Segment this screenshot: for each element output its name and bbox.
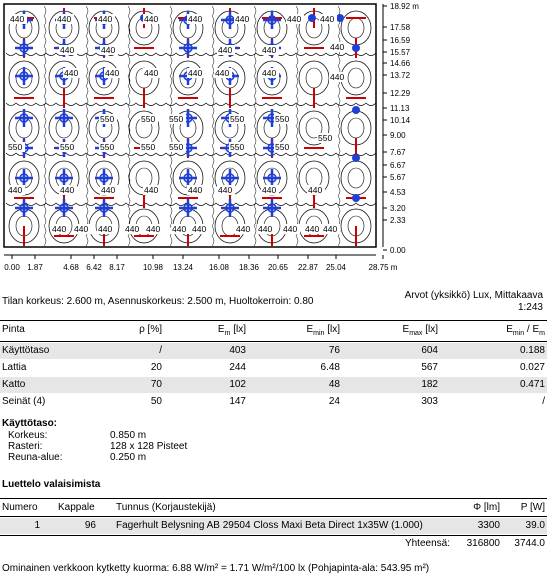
contour-label: 440: [10, 14, 25, 24]
table-cell: 0.027: [519, 362, 545, 373]
contour-label: 440: [287, 14, 302, 24]
table-row: [0, 377, 547, 393]
contour-label: 440: [236, 224, 251, 234]
total-power: 3744.0: [514, 538, 545, 549]
heights-line: Tilan korkeus: 2.600 m, Asennuskorkeus: 2.500 m, Huoltokerroin: 0.80: [2, 296, 314, 307]
contour-label: 440: [320, 14, 335, 24]
x-tick-label: 22.87: [297, 263, 319, 272]
contour-label: 440: [262, 45, 277, 55]
lum-col-flux: Φ [lm]: [473, 502, 500, 513]
y-tick-label: 15.57: [390, 48, 411, 57]
y-tick-label: 18.92 m: [390, 2, 419, 11]
table-cell: 0.471: [519, 379, 545, 390]
table-cell: 1: [34, 520, 40, 531]
table-cell: 0.188: [519, 345, 545, 356]
illuminance-plan: [0, 0, 547, 275]
y-tick-label: 13.72: [390, 71, 411, 80]
table-cell: Seinät (4): [2, 396, 46, 407]
workplane-value: 0.850 m: [110, 430, 147, 441]
contour-label: 440: [188, 185, 203, 195]
contour-label: 440: [125, 224, 140, 234]
contour-label: 550: [60, 142, 75, 152]
y-tick-label: 10.14: [390, 116, 411, 125]
table-cell: 3300: [477, 520, 500, 531]
y-axis-ticks: [383, 6, 387, 250]
contour-label: 550: [141, 142, 156, 152]
x-tick-label: 1.87: [27, 263, 43, 272]
x-tick-label: 16.08: [208, 263, 230, 272]
contour-label: 440: [74, 224, 89, 234]
y-tick-label: 0.00: [390, 246, 406, 255]
contour-label: 440: [101, 45, 116, 55]
lum-col-kappale: Kappale: [58, 502, 95, 513]
contour-label: 440: [188, 68, 203, 78]
contour-label: 440: [60, 185, 75, 195]
table-cell: 182: [421, 379, 438, 390]
workplane-value: 128 x 128 Pisteet: [110, 441, 188, 452]
y-tick-label: 14.66: [390, 59, 411, 68]
table-cell: /: [159, 345, 162, 356]
x-tick-label: 13.24: [172, 263, 194, 272]
col-header-em: $E_m$ [lx]: [217, 324, 246, 337]
x-tick-label: 20.65: [267, 263, 289, 272]
y-tick-label: 16.59: [390, 36, 411, 45]
table-cell: 147: [229, 396, 246, 407]
isolux-line: [6, 153, 376, 156]
contour-label: 440: [330, 42, 345, 52]
x-tick-label: 8.17: [109, 263, 125, 272]
table-top-rule: [0, 320, 547, 321]
contour-label: 550: [100, 142, 115, 152]
table-cell: 244: [229, 362, 246, 373]
table-cell: 96: [84, 520, 96, 531]
contour-label: 550: [230, 142, 245, 152]
workplane-label: Korkeus:: [8, 430, 48, 441]
contour-label: 440: [218, 185, 233, 195]
isolux-ring: [348, 68, 364, 88]
isolux-ring: [306, 68, 322, 88]
contour-label: 550: [169, 114, 184, 124]
total-label: Yhteensä:: [404, 538, 450, 549]
y-tick-label: 2.33: [390, 216, 406, 225]
contour-label: 550: [318, 133, 333, 143]
contour-label: 440: [52, 224, 67, 234]
y-tick-label: 9.00: [390, 131, 406, 140]
contour-label: 440: [146, 224, 161, 234]
contour-label: 440: [330, 72, 345, 82]
table-cell: 76: [328, 345, 340, 356]
contour-label: 440: [188, 14, 203, 24]
col-header-pinta: Pinta: [2, 324, 25, 335]
lum-col-numero: Numero: [2, 502, 38, 513]
contour-label: 440: [8, 185, 23, 195]
table-cell: 48: [328, 379, 340, 390]
contour-label: 440: [172, 224, 187, 234]
x-tick-label: 25.04: [325, 263, 347, 272]
table-cell: 102: [229, 379, 246, 390]
col-header-emax: $E_{max}$ [lx]: [402, 324, 438, 337]
y-tick-label: 7.67: [390, 148, 406, 157]
contour-label: 440: [218, 45, 233, 55]
aim-dot: [352, 154, 360, 162]
x-axis-ticks: [12, 255, 383, 259]
isolux-line: [44, 6, 46, 246]
isolux-line: [86, 6, 88, 246]
x-tick-label: 6.42: [86, 263, 102, 272]
luminaires-title: Luettelo valaisimista: [2, 479, 101, 490]
contour-label: 440: [262, 185, 277, 195]
contour-label: 550: [141, 114, 156, 124]
table-cell: 6.48: [320, 362, 340, 373]
lum-col-tunnus: Tunnus (Korjaustekijä): [116, 502, 216, 513]
contour-label: 440: [323, 224, 338, 234]
isolux-ring: [348, 18, 364, 38]
scale-value: 1:243: [517, 302, 543, 313]
table-header-rule: [0, 341, 547, 342]
contour-label: 440: [305, 224, 320, 234]
table-cell: Käyttötaso: [2, 345, 50, 356]
contour-label: 440: [98, 224, 113, 234]
table-cell: 24: [328, 396, 340, 407]
x-tick-label: 10.98: [142, 263, 164, 272]
isolux-line: [254, 6, 256, 246]
isolux-line: [212, 6, 214, 246]
x-tick-label: 28.75 m: [368, 263, 398, 272]
workplane-label: Reuna-alue:: [8, 452, 63, 463]
contour-label: 440: [144, 68, 159, 78]
table-cell: Katto: [2, 379, 26, 390]
x-tick-label: 4.68: [63, 263, 79, 272]
aim-dot: [352, 106, 360, 114]
contour-label: 440: [57, 14, 72, 24]
table-cell: Lattia: [2, 362, 27, 373]
contour-label: 550: [8, 142, 23, 152]
table-cell: 604: [421, 345, 438, 356]
y-tick-label: 4.53: [390, 188, 406, 197]
y-tick-label: 17.58: [390, 23, 411, 32]
total-flux: 316800: [466, 538, 500, 549]
contour-label: 440: [192, 224, 207, 234]
y-tick-label: 6.67: [390, 161, 406, 170]
contour-label: 440: [144, 185, 159, 195]
isolux-ring: [348, 118, 364, 138]
contour-label: 440: [105, 68, 120, 78]
contour-label: 550: [230, 114, 245, 124]
table-cell: /: [542, 396, 545, 407]
workplane-title: Käyttötaso:: [2, 418, 58, 429]
footer-load: Ominainen verkkoon kytketty kuorma: 6.88 W/m² = 1.71 W/m²/100 lx (Pohjapinta-ala: 543.95 m²): [2, 563, 430, 574]
x-tick-label: 0.00: [4, 263, 20, 272]
contour-label: 440: [60, 45, 75, 55]
contour-label: 440: [98, 14, 113, 24]
aim-dot: [308, 14, 316, 22]
isolux-line: [170, 6, 172, 246]
isolux-line: [6, 103, 376, 106]
lum-bottom-rule: [0, 535, 547, 536]
aim-dot: [352, 194, 360, 202]
lum-header-rule: [0, 516, 547, 517]
isolux-ring: [348, 168, 364, 188]
contour-label: 440: [258, 224, 273, 234]
table-row: [0, 360, 547, 376]
aim-dot: [336, 14, 344, 22]
table-row: [0, 394, 547, 410]
table-cell: 50: [150, 396, 162, 407]
contour-label: 440: [215, 68, 230, 78]
col-header-rho: ρ [%]: [139, 324, 162, 335]
x-tick-label: 18.36: [238, 263, 260, 272]
contour-label: 550: [169, 142, 184, 152]
table-cell: 303: [421, 396, 438, 407]
aim-dot: [352, 44, 360, 52]
luminaire-symbols: [14, 8, 366, 246]
contour-label: 440: [144, 14, 159, 24]
col-header-ratio: $E_{min} / E_m$: [506, 324, 545, 337]
table-row: [0, 343, 547, 359]
y-tick-label: 3.20: [390, 204, 406, 213]
table-cell: 70: [150, 379, 162, 390]
y-tick-label: 11.13: [390, 104, 410, 113]
col-header-emin: $E_{min}$ [lx]: [306, 324, 340, 337]
table-cell: Fagerhult Belysning AB 29504 Closs Maxi Beta Direct 1x35W (1.000): [116, 520, 423, 531]
table-row: [0, 518, 547, 534]
contour-label: 440: [235, 14, 250, 24]
table-cell: 567: [421, 362, 438, 373]
workplane-label: Rasteri:: [8, 441, 43, 452]
y-tick-label: 5.67: [390, 173, 406, 182]
contour-label: 550: [275, 114, 290, 124]
isolux-line: [296, 6, 298, 246]
contour-label: 440: [262, 68, 277, 78]
contour-label: 440: [308, 185, 323, 195]
contour-label: 550: [275, 142, 290, 152]
y-tick-label: 12.29: [390, 89, 411, 98]
lum-col-power: P [W]: [520, 502, 545, 513]
contour-label: 440: [101, 185, 116, 195]
table-cell: 403: [229, 345, 246, 356]
workplane-value: 0.250 m: [110, 452, 147, 463]
units-line: Arvot (yksikkö) Lux, Mittakaava: [404, 290, 543, 301]
contour-label: 440: [283, 224, 298, 234]
contour-label: 550: [100, 114, 115, 124]
contour-label: 440: [64, 68, 79, 78]
table-cell: 20: [150, 362, 162, 373]
lum-top-rule: [0, 498, 547, 499]
table-cell: 39.0: [525, 520, 545, 531]
isolux-ring: [341, 161, 371, 195]
